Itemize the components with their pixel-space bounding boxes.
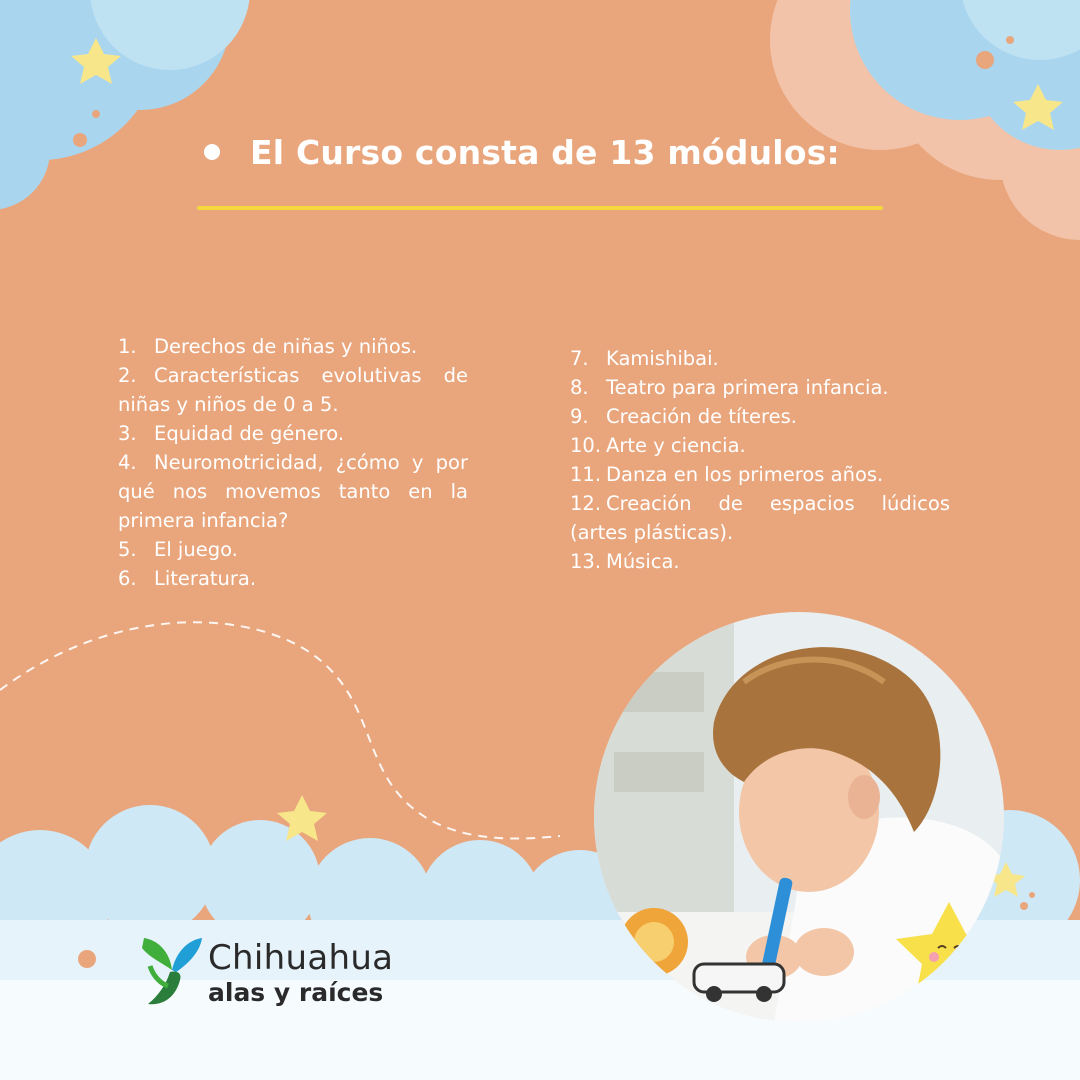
bullet-icon	[204, 144, 220, 160]
bird-sprout-icon	[136, 930, 206, 1010]
list-item	[570, 460, 950, 489]
list-item	[118, 361, 468, 419]
module-number: 8.	[570, 376, 589, 399]
decorative-dot	[78, 950, 96, 968]
list-item	[118, 332, 468, 361]
list-item	[118, 564, 468, 593]
module-title: Características evolutivas de niñas y niños de 0 a 5.	[118, 364, 468, 416]
module-number: 13.	[570, 550, 602, 573]
child-drawing-photo	[594, 612, 1004, 1022]
module-number: 6.	[118, 567, 137, 590]
module-number: 4.	[118, 451, 137, 474]
list-item	[570, 431, 950, 460]
list-item	[570, 373, 950, 402]
module-list-left	[118, 332, 468, 593]
module-title: Neuromotricidad, ¿cómo y por qué nos movemos tanto en la primera infancia?	[118, 451, 468, 532]
logo-name: Chihuahua	[208, 938, 394, 978]
list-item	[570, 489, 950, 547]
list-item	[118, 448, 468, 535]
module-title: Música.	[606, 550, 680, 573]
dashed-path	[0, 622, 560, 838]
module-title: Creación de espacios lúdicos (artes plásticas).	[570, 492, 950, 544]
module-title: Creación de títeres.	[606, 405, 798, 428]
list-item	[570, 344, 950, 373]
module-number: 1.	[118, 335, 137, 358]
module-title: Danza en los primeros años.	[606, 463, 884, 486]
module-title: Kamishibai.	[606, 347, 719, 370]
cloud-top-left	[0, 0, 250, 210]
module-number: 7.	[570, 347, 589, 370]
module-number: 9.	[570, 405, 589, 428]
module-title: Arte y ciencia.	[606, 434, 746, 457]
module-title: Literatura.	[154, 567, 257, 590]
title-row	[204, 130, 840, 174]
module-number: 5.	[118, 538, 137, 561]
page-title: El Curso consta de 13 módulos:	[250, 132, 840, 172]
module-title: Equidad de género.	[154, 422, 345, 445]
module-number: 10.	[570, 434, 602, 457]
logo-tagline: alas y raíces	[208, 978, 384, 1007]
module-number: 2.	[118, 364, 137, 387]
module-number: 3.	[118, 422, 137, 445]
list-item	[118, 535, 468, 564]
list-item	[570, 402, 950, 431]
module-number: 12.	[570, 492, 602, 515]
module-title: Teatro para primera infancia.	[606, 376, 889, 399]
list-item	[118, 419, 468, 448]
module-list-right	[570, 344, 950, 576]
module-number: 11.	[570, 463, 602, 486]
module-title: El juego.	[154, 538, 238, 561]
module-title: Derechos de niñas y niños.	[154, 335, 418, 358]
title-underline	[197, 206, 883, 210]
list-item	[570, 547, 950, 576]
